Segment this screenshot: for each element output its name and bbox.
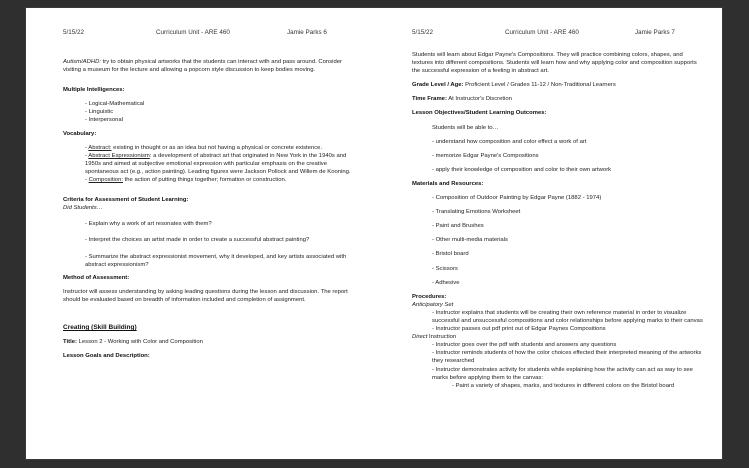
objective-item: - memorize Edgar Payne's Compositions <box>432 152 539 159</box>
anticipatory-set-label: Anticipatory Set <box>412 301 454 308</box>
header-title: Curriculum Unit - ARE 460 <box>156 29 230 36</box>
vocabulary-heading: Vocabulary: <box>63 130 97 137</box>
objectives-list <box>412 124 704 174</box>
lesson-title-value: Lesson 2 - Working with Color and Composition <box>76 339 203 346</box>
time-frame-label: Time Frame: <box>412 96 447 103</box>
objectives-lead: Students will be able to… <box>432 124 499 131</box>
procedure-item-text: - Instructor reminds students of how the color choices effected their interpreted meaning of the artworks they researched <box>432 350 702 365</box>
list-item: - Linguistic <box>85 109 114 116</box>
material-item: - Paint and Brushes <box>432 223 484 230</box>
procedure-subitem: - Paint a variety of shapes, marks, and textures in different colors on the Bristol board <box>452 382 675 389</box>
procedures-heading: Procedures: <box>412 293 447 300</box>
lesson-title-label: Title: <box>63 339 77 346</box>
criteria-list <box>63 220 353 268</box>
objective-item: - apply their knowledge of composition and color to their own artwork <box>432 166 612 173</box>
grade-level-label: Grade Level / Age: <box>412 82 464 89</box>
criteria-subheading: Did Students… <box>63 205 103 212</box>
procedure-item <box>412 349 704 365</box>
direct-instruction-label-italic: Direct <box>412 334 428 341</box>
objective-item: - understand how composition and color effect a work of art <box>432 138 587 145</box>
material-item: - Bristol board <box>432 251 469 258</box>
procedure-item-text: - Instructor demonstrates activity for students while explaining how the activity can act as way to see marks before applying them to the canvas: <box>432 366 693 381</box>
list-item: - Logical-Mathematical <box>85 101 145 108</box>
direct-instruction-label <box>412 333 704 341</box>
material-item: - Translating Emotions Worksheet <box>432 209 521 216</box>
material-item: - Adhesive <box>432 279 460 286</box>
procedure-item: - Instructor explains that students will be creating their own reference material in order to visualize successful and unsuccessful compositions and color relationships before applying marks to their canvas <box>432 309 703 324</box>
page-6 <box>26 8 375 459</box>
procedure-item: - Instructor passes out pdf print out of Edgar Paynes Compositions <box>432 326 606 333</box>
document-spread <box>26 8 722 459</box>
vocabulary-term: Abstract: <box>88 144 112 151</box>
grade-level-value: Proficient Level / Grades 11-12 / Non-Traditional Learners <box>463 82 616 89</box>
criteria-item: - Explain why a work of art resonates with them? <box>85 221 212 228</box>
vocabulary-list <box>63 144 353 184</box>
direct-instruction-label-rest: Instruction <box>427 334 457 341</box>
multiple-intelligences-list <box>63 100 353 124</box>
material-item: - Scissors <box>432 265 458 272</box>
time-frame <box>412 95 704 103</box>
criteria-item: - Summarize the abstract expressionist movement, why it developed, and key artists associated with abstract expressionism? <box>85 253 347 268</box>
accommodation-text: try to obtain physical artworks that the students can interact with and pass around. Consider visiting a museum for the lecture and allowing a popcorn style discussion to keep bodies moving. <box>63 59 342 74</box>
material-item: - Other multi-media materials <box>432 237 508 244</box>
vocabulary-term: Abstract Expressionism <box>88 152 150 159</box>
page-7-content <box>412 51 704 390</box>
lesson-goals-heading: Lesson Goals and Description: <box>63 353 150 360</box>
vocabulary-definition: the action of putting things together; formation or construction. <box>123 177 287 184</box>
anticipatory-set-list <box>412 309 704 333</box>
page-7 <box>375 8 722 459</box>
vocabulary-definition: : a development of abstract art that originated in New York in the 1940s and 1950s and aimed at subjective emotional expression with particular emphasis on the creative spontaneous act (e.g., action painting). Leading figures were Jackson Pollock and Willem de Kooning. <box>85 152 351 175</box>
time-frame-value: At Instructor's Discretion <box>446 96 512 103</box>
procedure-item <box>412 366 704 382</box>
lesson-title <box>63 338 353 346</box>
materials-heading: Materials and Resources: <box>412 180 484 187</box>
intro-paragraph: Students will learn about Edgar Payne's Compositions. They will practice combining colors, shapes, and textures into different compositions. Students will learn how and why applying color and composition supports the successful expression of a feeling in abstract art. <box>412 52 697 75</box>
accommodation-paragraph <box>63 58 353 74</box>
vocabulary-item: - Abstract: existing in thought or as an idea but not having a physical or concrete existence. <box>85 144 323 151</box>
material-item: - Composition of Outdoor Painting by Edgar Payne (1882 - 1974) <box>432 195 602 202</box>
header-date: 5/15/22 <box>412 29 434 36</box>
header-title: Curriculum Unit - ARE 460 <box>505 29 579 36</box>
vocabulary-term: Composition: <box>88 177 123 184</box>
header-date: 5/15/22 <box>63 29 85 36</box>
method-heading: Method of Assessment: <box>63 274 130 281</box>
procedure-item: - Instructor goes over the pdf with students and answers any questions <box>432 342 617 349</box>
page-6-content <box>63 58 353 360</box>
grade-level <box>412 81 704 89</box>
vocabulary-item: - Abstract Expressionism: a development of abstract art that originated in New York in the 1940s and 1950s and aimed at subjective emotional expression with particular emphasis on the creative spontaneous act (e.g., action painting). Leading figures were Jackson Pollock and Willem de Kooning. <box>85 152 351 175</box>
header-author-page: Jamie Parks 7 <box>635 29 675 36</box>
criteria-item: - Interpret the choices an artist made in order to create a successful abstract painting? <box>85 237 310 244</box>
creating-section-title: Creating (Skill Building) <box>63 323 137 331</box>
materials-list <box>412 194 704 287</box>
objectives-heading: Lesson Objectives/Student Learning Outcomes: <box>412 110 547 117</box>
header-author-page: Jamie Parks 6 <box>287 29 327 36</box>
vocabulary-definition: existing in thought or as an idea but not having a physical or concrete existence. <box>111 144 323 151</box>
list-item: - Interpersonal <box>85 117 123 124</box>
accommodation-label: Autism/ADHD: <box>63 59 101 65</box>
criteria-heading: Criteria for Assessment of Student Learning: <box>63 197 189 204</box>
direct-instruction-list <box>412 341 704 390</box>
vocabulary-item: - Composition: the action of putting things together; formation or construction. <box>85 177 287 184</box>
multiple-intelligences-heading: Multiple Intelligences: <box>63 87 125 94</box>
method-text: Instructor will assess understanding by asking leading questions during the lesson and discussion. The report should be evaluated based on breadth of information included and completion of assignment. <box>63 288 348 303</box>
